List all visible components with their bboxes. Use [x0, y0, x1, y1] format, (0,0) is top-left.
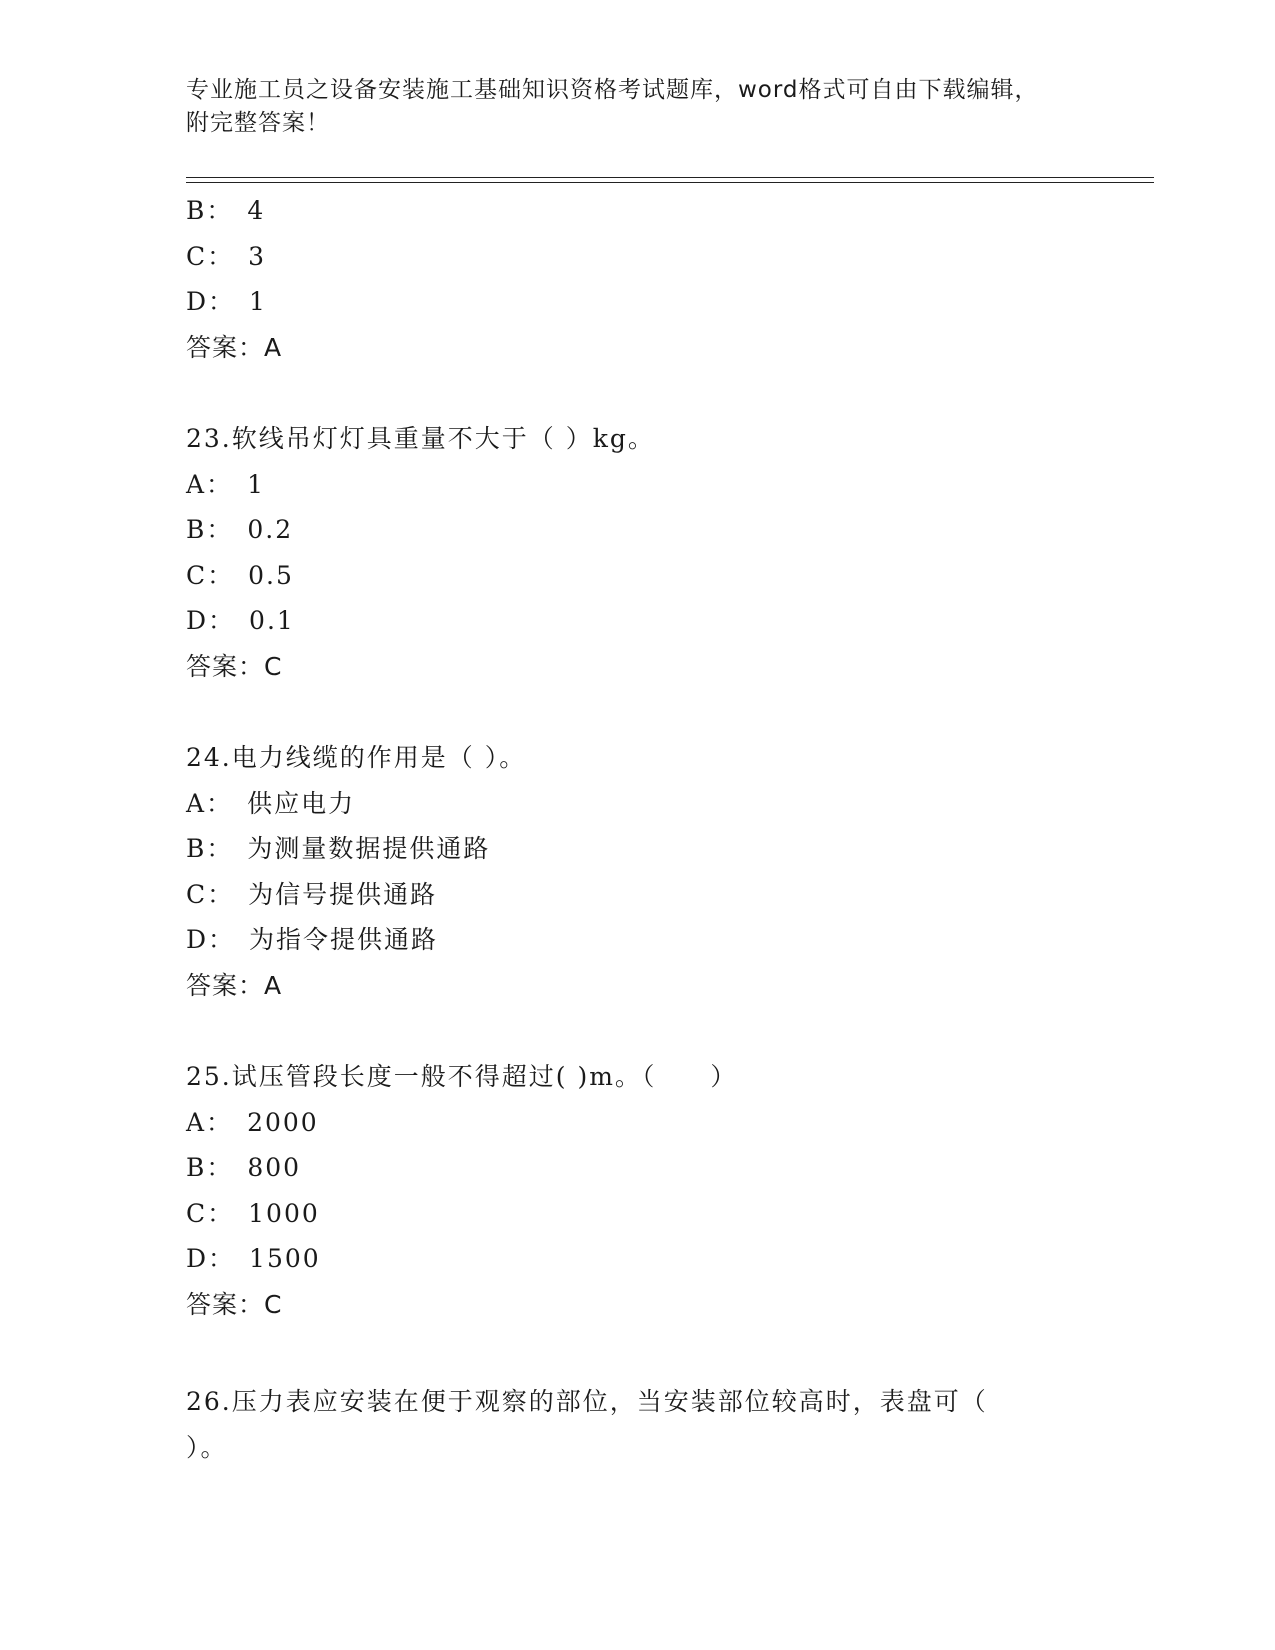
option-d [186, 598, 1154, 644]
option-key: C： [186, 1198, 235, 1228]
question-stem: 23.软线吊灯灯具重量不大于（ ）kg。 [186, 424, 655, 453]
option-key: D： [186, 287, 236, 316]
question-23 [186, 416, 1154, 689]
option-value: 0.5 [248, 560, 294, 590]
question-26 [186, 1379, 1154, 1471]
option-key: B： [186, 834, 234, 863]
question-stem: 25.试压管段长度一般不得超过( )m。（ ） [186, 1062, 738, 1091]
option-a [186, 462, 1154, 508]
answer-line: 答案：A [186, 970, 283, 1000]
spacer [186, 689, 1154, 735]
question-25 [186, 1054, 1154, 1327]
option-key: A： [186, 469, 234, 499]
option-d [186, 1236, 1154, 1282]
option-value: 1000 [248, 1198, 320, 1228]
spacer [186, 1008, 1154, 1054]
option-key: C： [186, 879, 235, 909]
answer-line: 答案：C [186, 1289, 283, 1319]
option-key: B： [186, 1153, 234, 1182]
option-value: 1500 [249, 1244, 321, 1273]
option-value: 为指令提供通路 [249, 925, 439, 954]
option-value: 为信号提供通路 [248, 879, 438, 909]
header-line-1: 专业施工员之设备安装施工基础知识资格考试题库，word格式可自由下载编辑， [186, 77, 1039, 103]
option-key: B： [186, 196, 234, 225]
option-d [186, 917, 1154, 963]
option-b [186, 826, 1154, 872]
option-key: C： [186, 241, 235, 271]
option-a [186, 781, 1154, 827]
question-24 [186, 735, 1154, 1008]
option-c [186, 1191, 1154, 1237]
option-b [186, 188, 1154, 234]
carryover-block [186, 188, 1154, 370]
option-c [186, 234, 1154, 280]
option-key: D： [186, 925, 236, 954]
option-key: D： [186, 1244, 236, 1273]
option-b [186, 507, 1154, 553]
answer-line: 答案：A [186, 332, 283, 362]
option-value: 0.2 [247, 515, 294, 544]
question-stem: 24.电力线缆的作用是（ ）。 [186, 743, 527, 772]
option-key: D： [186, 606, 236, 635]
spacer [186, 370, 1154, 416]
option-a [186, 1100, 1154, 1146]
question-list [186, 188, 1154, 1471]
option-c [186, 872, 1154, 918]
option-value: 1 [249, 287, 267, 316]
option-key: B： [186, 515, 234, 544]
header-line-2: 附完整答案！ [186, 110, 330, 136]
spacer [186, 1327, 1154, 1379]
answer-line: 答案：C [186, 651, 283, 681]
option-value: 0.1 [249, 606, 295, 635]
option-key: A： [186, 1107, 234, 1137]
option-d [186, 279, 1154, 325]
option-value: 3 [248, 241, 267, 271]
option-value: 800 [247, 1153, 302, 1182]
option-value: 2000 [247, 1107, 319, 1137]
page-header [186, 74, 1086, 140]
option-value: 供应电力 [247, 788, 356, 818]
option-value: 为测量数据提供通路 [247, 834, 491, 863]
header-divider-top [186, 177, 1154, 178]
option-value: 4 [247, 196, 266, 225]
question-stem: 26.压力表应安装在便于观察的部位，当安装部位较高时，表盘可（ ）。 [186, 1387, 988, 1462]
header-divider-bottom [186, 182, 1154, 183]
option-key: A： [186, 788, 234, 818]
option-value: 1 [247, 469, 265, 499]
option-c [186, 553, 1154, 599]
option-b [186, 1145, 1154, 1191]
option-key: C： [186, 560, 235, 590]
